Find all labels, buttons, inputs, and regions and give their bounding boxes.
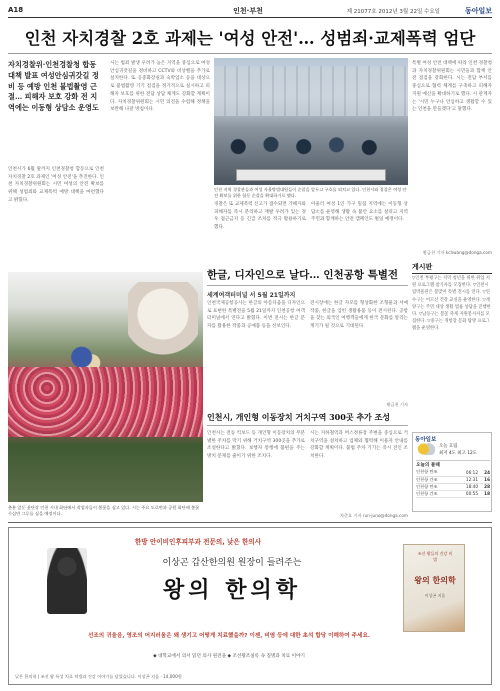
tide-time: 18:40: [460, 483, 478, 490]
tide-level: 24: [478, 469, 490, 476]
tide-label: 인천항 만조: [416, 469, 460, 476]
feature-headline: 한글, 디자인으로 날다… 인천공항 특별전: [207, 266, 408, 286]
issue-info: 제 21077호 2012년 3월 22일 수요일: [346, 9, 440, 15]
weather-temp: 최저 4도 최고 12도: [439, 451, 478, 456]
book-advertisement[interactable]: [8, 527, 492, 685]
notice-board-body: ▽인천 부평구는 지역 청년을 위한 취업 지원 프로그램 참가자를 모집한다. ▽인천시립박물관은 봄맞이 특별 전시를 연다. ▽연수구는 어르신 건강 교실을 운영한다. ▽계양구는 주민 대상 생활 법률 상담을 진행한다. ▽남동구는 봄꽃 축제 자원봉사자를 모집한다. ▽중구는 개항장 문화 탐방 프로그램을 운영한다.: [412, 276, 491, 332]
sub-story-byline: 차준호 기자 run-juno@donga.com: [339, 513, 408, 518]
ad-description: 선조의 귀울음, 영조의 어지러움은 왜 생기고 어떻게 치료했을까? 이젠, 비염 등에 대한 초석 합당 이해하여 주세요.: [88, 633, 370, 639]
sub-story-col1: 인천시는 전동 킥보드 등 개인형 이동장치의 무분별한 주차를 막기 위해 거치구역 300곳을 추가로 조성한다고 밝혔다. 보행자 통행에 불편을 주는 방치 문제를 줄이기 위한 조치다.: [207, 431, 305, 460]
table-row: [416, 469, 490, 476]
tide-table: [416, 469, 490, 498]
feature-subtitle: 세계여객터미널 서 5월 21일까지: [207, 292, 296, 299]
book-cover: [403, 544, 465, 632]
ad-subtitle: 이상곤 갑산한의원 원장이 들려주는: [162, 558, 302, 568]
main-body-col3: 경찰은 또 교제폭력 신고가 접수되면 가해자와 피해자를 즉시 분리하고 재발 우려가 있는 경우 접근금지 등 긴급 조치를 적극 활용하기로 했다.: [214, 202, 306, 231]
weather-logo: 동아일보: [415, 437, 437, 443]
tide-time: 06:12: [460, 469, 478, 476]
tide-time: 00:55: [460, 490, 478, 497]
feature-body-col1: 인천국제공항공사는 한글의 아름다움을 디자인으로 표현한 특별전을 5월 21일까지 인천공항 여객터미널에서 연다고 밝혔다. 이번 전시는 한글 문자를 활용한 작품과 공예품 등을 선보인다.: [207, 301, 305, 330]
ad-divider: [8, 522, 492, 523]
tide-label: 인천항 간조: [416, 476, 460, 483]
flower-bed-photo: [8, 272, 203, 502]
table-row: [416, 483, 490, 490]
table-row: [416, 490, 490, 497]
table-row: [416, 476, 490, 483]
weather-box: [412, 432, 492, 512]
tide-level: 18: [478, 490, 490, 497]
weather-today: 오늘 흐림: [439, 444, 458, 449]
feature-body-col2: 전시장에는 한글 자모를 형상화한 조형물과 서예 작품, 한글을 입힌 생활용품 등이 전시된다. 공항을 찾는 외국인 여행객들에게 한국 문화를 알리는 계기가 될 것으로 기대된다.: [310, 301, 408, 330]
main-byline: 황금천 기자 kchwang@donga.com: [422, 250, 492, 255]
tide-level: 16: [478, 476, 490, 483]
police-photo-caption: 인천 지역 경찰관들과 여성 자율방범대원들이 순찰을 앞두고 구호를 외치고 있다. 인천시와 경찰은 여성 안전 확보를 위한 합동 순찰을 확대하기로 했다.: [214, 187, 407, 198]
main-body-col1: 인천시가 6월 말까지 인천경찰청 합동으로 인천 자치경찰 2호 과제인 '여성 안전'을 추진한다. 인천 자치경찰위원회는 시민 여성의 안전 확보를 위해 성범죄와 교제폭력 예방 대책을 마련했다고 밝혔다.: [8, 167, 104, 203]
masthead-bar: [8, 6, 492, 18]
page-number: A18: [8, 6, 24, 14]
ad-bullets: ◆ 대학교에서 의서 읽던 의사 원전을 ◆ 조선왕조실록 속 질병과 치료 이야기: [153, 654, 305, 659]
main-headline: 인천 자치경찰 2호 과제는 '여성 안전'… 성범죄·교제폭력 엄단: [8, 24, 492, 54]
main-lead: 자치경찰위·인천경찰청 합동 대책 발표 여성안심귀갓길 정비 등 예방 인천 불법촬영 근절… 피해자 보호 강화 전 지역에는 이동형 상담소 운영도: [8, 60, 99, 113]
tide-level: 28: [478, 483, 490, 490]
photo-banner: [236, 169, 386, 181]
ad-footer: 낮은 한의학 | 조선 왕 특성 치료 처방과 건강 이야기를 담았습니다. 이상곤 지음 · 14,000원: [15, 674, 182, 679]
tide-time: 12:31: [460, 476, 478, 483]
photo-building: [214, 66, 408, 116]
main-body-right: 특별 여성 안전 대책에 따라 인천 경찰청과 자치경찰위원회는 시민들과 함께 안전 점검을 강화한다. 시는 전담 부서를 중심으로 협력 체계를 구축하고 피해자 지원 예산을 확대하기로 했다. 시 관계자는 '시민 누구나 안심하고 생활할 수 있는 인천을 만들겠다'고 말했다.: [412, 61, 492, 113]
police-patrol-photo: [214, 58, 408, 185]
cloudy-sun-icon: [417, 443, 435, 455]
newspaper-name: 동아일보: [464, 7, 492, 15]
section-name: 인천·부천: [233, 7, 263, 15]
photo-blossom-tree: [128, 282, 198, 362]
tide-label: 인천항 만조: [416, 483, 460, 490]
author-portrait: [47, 548, 87, 614]
notice-board-title: 게시판: [412, 262, 492, 274]
feature-byline: 황금천 기자: [386, 402, 408, 407]
ad-tagline: 한방 안이비인후피부과 전문의, 낮은 한의사: [134, 538, 262, 546]
photo-flower-bed: [8, 367, 203, 437]
photo-crowd: [220, 129, 402, 173]
sub-story-headline: 인천시, 개인형 이동장치 거치구역 300곳 추가 조성: [207, 412, 408, 426]
main-body-col2: 시는 범죄 발생 우려가 높은 지역을 중심으로 여성안심귀갓길을 정비하고 CCTV와 비상벨을 추가로 설치한다. 또 공중화장실과 숙박업소 등을 대상으로 불법촬영 기기 점검을 정기적으로 실시하고 피해자 보호를 위한 전담 상담 체계도 강화할 계획이다. 자치경찰위원회는 시민 의견을 수렴해 정책을 보완해 나갈 방침이다.: [110, 61, 210, 113]
flower-photo-caption: 춘분 앞둔 꽃단장 인천 시내 화단에서 작업자들이 봄꽃을 심고 있다. 시는 주요 도로변과 공원 화단에 봄꽃 수십만 그루를 심을 예정이다.: [8, 505, 200, 516]
main-body-col4: 아울러 여성 1인 가구 밀집 지역에는 이동형 상담소를 운영해 생활 속 불안 요소를 살피고 지역 주민과 함께하는 안전 캠페인도 벌일 예정이다.: [311, 202, 408, 223]
book-cover-mark: 조선 왕들의 건강 비법: [417, 551, 453, 562]
book-cover-author: 이상곤 지음: [424, 593, 446, 598]
tide-title: 오늘의 물때: [416, 460, 490, 468]
sub-story-col2: 시는 지하철역과 버스정류장 주변을 중심으로 거치구역을 설치하고 업체와 협력해 이용자 안내를 강화할 계획이다. 불법 주차 기기는 즉시 견인 조치한다.: [310, 431, 408, 460]
tide-label: 인천항 간조: [416, 490, 460, 497]
ad-title: 왕의 한의학: [163, 577, 301, 603]
book-cover-title: 왕의 한의학: [414, 575, 456, 585]
